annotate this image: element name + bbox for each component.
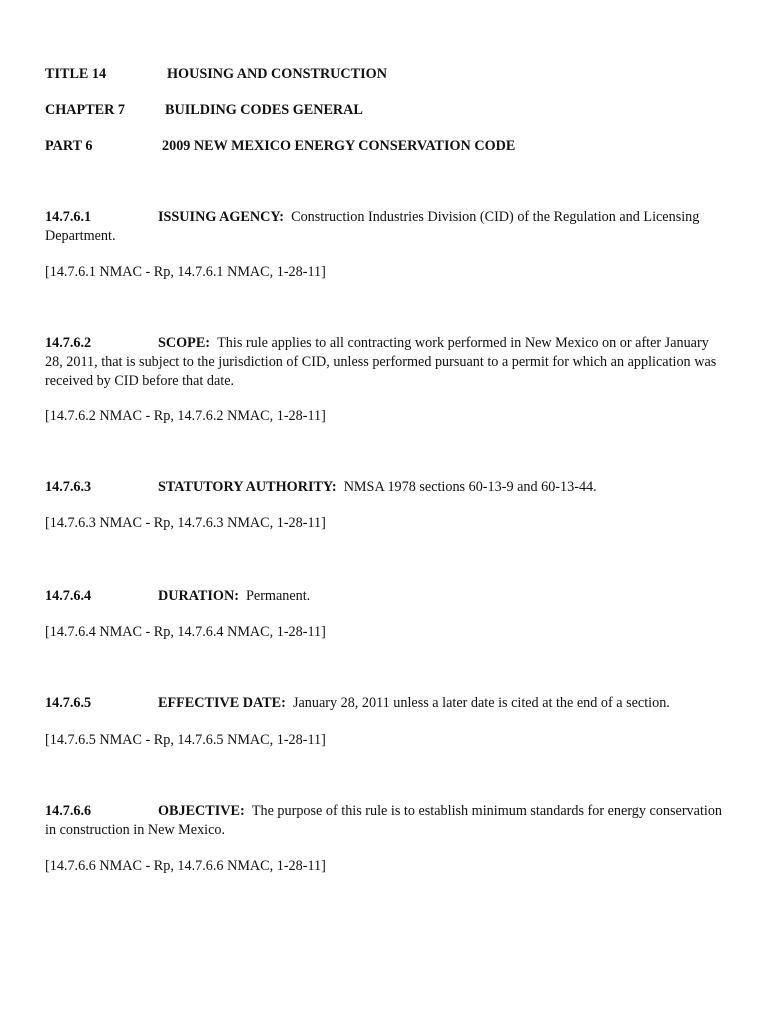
section-paragraph — [45, 587, 725, 606]
section-text: NMSA 1978 sections 60-13-9 and 60-13-44. — [343, 479, 597, 495]
section-text: Construction Industries Division (CID) of the Regulation and Licensing Department. — [45, 209, 700, 244]
section-number: 14.7.6.2 — [45, 335, 92, 351]
part-label: PART 6 — [45, 138, 93, 154]
section-paragraph — [45, 208, 725, 246]
section-history: [14.7.6.3 NMAC - Rp, 14.7.6.3 NMAC, 1-28-11] — [45, 515, 326, 531]
section-heading: STATUTORY AUTHORITY: — [158, 479, 337, 495]
section-number: 14.7.6.5 — [45, 695, 92, 711]
section-number: 14.7.6.3 — [45, 479, 92, 495]
section-heading: DURATION: — [158, 588, 239, 604]
section-text: This rule applies to all contracting work performed in New Mexico on or after January 28, 2011, that is subject to the jurisdiction of CID, unless performed pursuant to a permit for which an application was received by CID before that date. — [45, 335, 717, 389]
section-paragraph — [45, 478, 725, 497]
part-name: 2009 NEW MEXICO ENERGY CONSERVATION CODE — [162, 138, 516, 154]
section-history: [14.7.6.6 NMAC - Rp, 14.7.6.6 NMAC, 1-28-11] — [45, 858, 326, 874]
section-heading: OBJECTIVE: — [158, 803, 245, 819]
section-text: The purpose of this rule is to establish minimum standards for energy conservation in construction in New Mexico. — [45, 803, 723, 838]
chapter-label: CHAPTER 7 — [45, 102, 126, 118]
section-history: [14.7.6.5 NMAC - Rp, 14.7.6.5 NMAC, 1-28-11] — [45, 732, 326, 748]
section-paragraph — [45, 694, 725, 713]
section-statutory-authority — [45, 478, 725, 531]
section-heading: EFFECTIVE DATE: — [158, 695, 286, 711]
section-paragraph — [45, 334, 725, 391]
section-number: 14.7.6.4 — [45, 588, 92, 604]
section-history: [14.7.6.4 NMAC - Rp, 14.7.6.4 NMAC, 1-28-11] — [45, 624, 326, 640]
section-history: [14.7.6.1 NMAC - Rp, 14.7.6.1 NMAC, 1-28-11] — [45, 264, 326, 280]
section-text: January 28, 2011 unless a later date is cited at the end of a section. — [292, 695, 670, 711]
section-issuing-agency — [45, 208, 725, 280]
title-label: TITLE 14 — [45, 66, 107, 82]
section-scope — [45, 334, 725, 424]
title-name: HOUSING AND CONSTRUCTION — [167, 66, 387, 82]
chapter-name: BUILDING CODES GENERAL — [165, 102, 363, 118]
section-heading: ISSUING AGENCY: — [158, 209, 285, 225]
section-objective — [45, 802, 725, 874]
section-heading: SCOPE: — [158, 335, 211, 351]
section-duration — [45, 587, 725, 640]
section-number: 14.7.6.1 — [45, 209, 92, 225]
section-effective-date — [45, 694, 725, 748]
section-history: [14.7.6.2 NMAC - Rp, 14.7.6.2 NMAC, 1-28-11] — [45, 408, 326, 424]
section-paragraph — [45, 802, 725, 840]
section-number: 14.7.6.6 — [45, 803, 92, 819]
section-text: Permanent. — [246, 588, 311, 604]
